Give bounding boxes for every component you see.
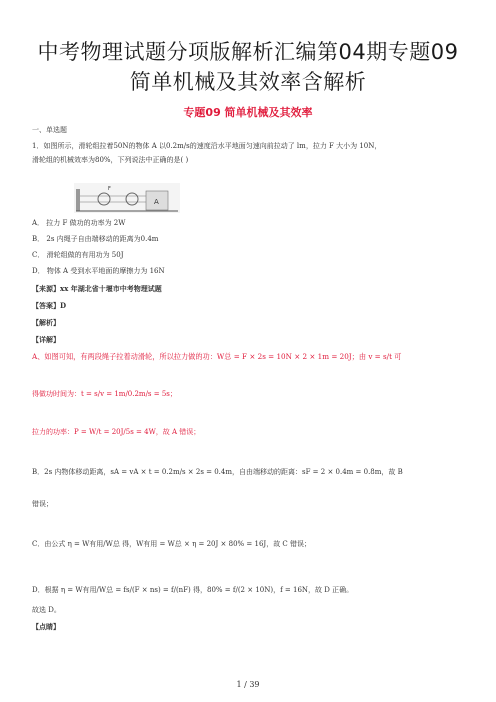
question-type-label: 一、单选题 (32, 126, 67, 134)
option-c: C． 滑轮组做的有用功为 50J (32, 251, 124, 259)
document-title-line2: 简单机械及其效率含解析 (129, 70, 367, 94)
option-d: D． 物体 A 受到水平地面的摩擦力为 16N (32, 267, 165, 275)
pulley-figure (74, 183, 180, 213)
section-heading: 专题09 简单机械及其效率 (183, 106, 313, 119)
explanation-d: D．根据 η = W有用/W总 = fs/(F × ns) = f/(nF) 得，80% = f/(2 × 10N)，f = 16N，故 D 正确。 (32, 586, 354, 594)
option-a: A． 拉力 F 做功的功率为 2W (32, 219, 126, 227)
explanation-b-line1: B．2s 内物体移动距离，sA = vA × t = 0.2m/s × 2s = 0.4m，自由端移动的距离：sF = 2 × 0.4m = 0.8m，故 B (32, 468, 403, 476)
page-number: 1 / 39 (236, 680, 260, 689)
document-title-line1: 中考物理试题分项版解析汇编第04期专题09 (37, 40, 459, 64)
explanation-a-line1: A、如图可知，有两段绳子拉着动滑轮，所以拉力做的功：W总 = F × 2s = 10N × 2 × 1m = 20J；由 v = s/t 可 (32, 352, 402, 361)
explanation-a-line3: 拉力的功率：P = W/t = 20J/5s = 4W，故 A 错误； (32, 428, 201, 436)
comment-tag: 【点睛】 (32, 622, 60, 631)
block-label: A (154, 198, 159, 206)
option-b: B． 2s 内绳子自由端移动的距离为0.4m (32, 235, 159, 243)
force-label: F (108, 186, 111, 192)
detail-tag: 【详解】 (32, 335, 60, 344)
source-tag: 【来源】xx 年湖北省十堰市中考物理试题 (32, 284, 162, 293)
answer-tag: 【答案】D (32, 301, 67, 310)
explanation-b-line2: 错误； (32, 500, 53, 508)
question-text-line1: 1．如图所示，滑轮组拉着50N的物体 A 以0.2m/s的速度沿水平地面匀速向前拉动了 lm，拉力 F 大小为 10N， (32, 142, 382, 150)
conclusion: 故选 D。 (32, 606, 61, 614)
question-text-line2: 滑轮组的机械效率为80%，下列说法中正确的是( ) (32, 156, 189, 164)
explanation-c: C．由公式 η = W有用/W总 得，W有用 = W总 × η = 20J × 80% = 16J，故 C 错误； (32, 540, 312, 548)
explanation-a-line2: 得做功时间为：t = s/v = 1m/0.2m/s = 5s； (32, 390, 177, 398)
analysis-tag: 【解析】 (32, 318, 60, 327)
